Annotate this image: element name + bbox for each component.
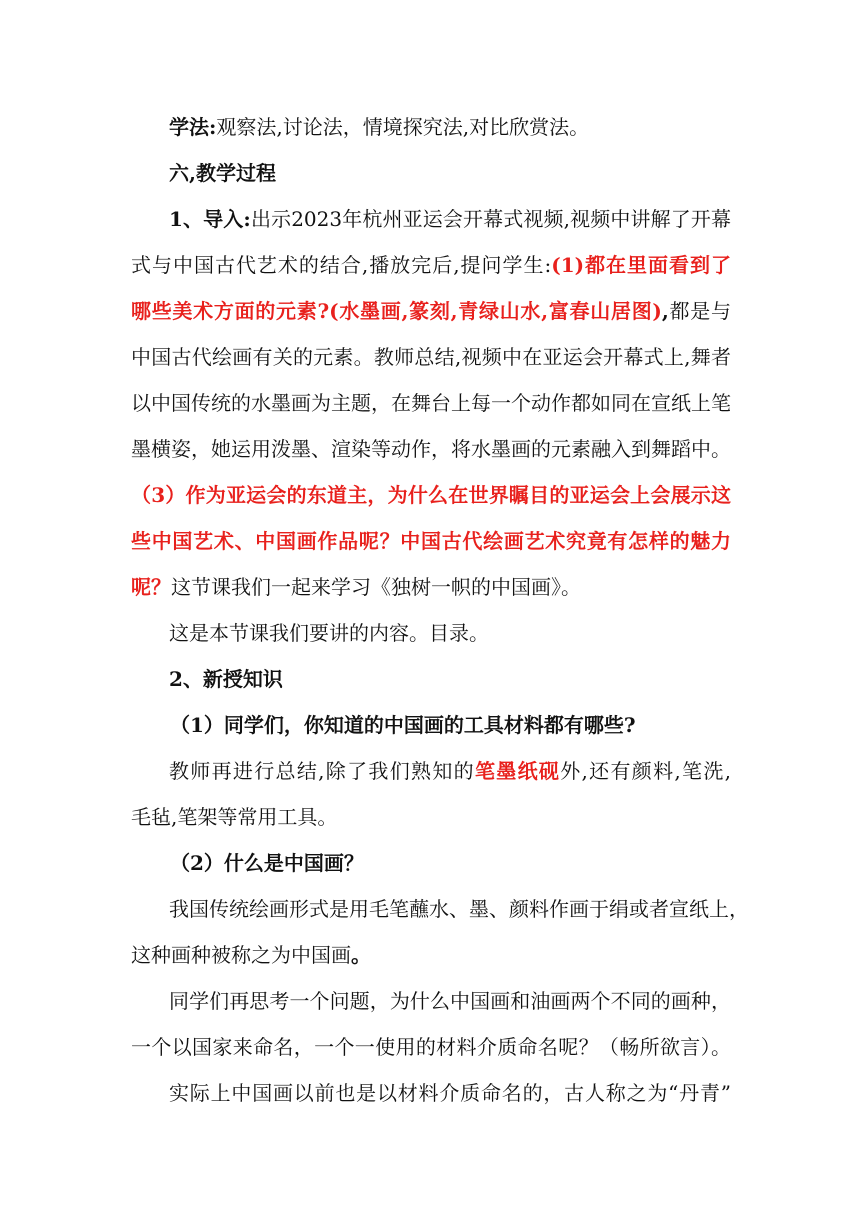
intro-line-9-text: 这节课我们一起来学习《独树一帜的中国画》。	[171, 575, 581, 599]
fact-line-1: 实际上中国画以前也是以材料介质命名的，古人称之为“丹青”	[169, 1081, 731, 1105]
intro-line-1	[169, 205, 731, 233]
intro-question-1-cont: 哪些美术方面的元素?(水墨画,篆刻,青绿山水,富春山居图)	[131, 299, 662, 323]
definition-line-1: 我国传统绘画形式是用毛笔蘸水、墨、颜料作画于绢或者宣纸上，	[169, 897, 749, 921]
intro-line-2-text: 式与中国古代艺术的结合,播放完后,提问学生:	[131, 253, 552, 277]
tools-summary-line-1	[169, 757, 731, 785]
tools-summary-post: 外,还有颜料,笔洗,	[560, 759, 732, 783]
intro-line-3	[131, 297, 731, 325]
intro-question-1: (1)都在里面看到了	[551, 253, 732, 277]
definition-line-2-period: 。	[351, 943, 371, 967]
intro-line-9	[131, 573, 581, 601]
tools-summary-pre: 教师再进行总结,除了我们熟知的	[169, 759, 475, 783]
intro-line-1-text: 出示2023年杭州亚运会开幕式视频,视频中讲解了开幕	[250, 207, 731, 231]
definition-line-2-text: 这种画种被称之为中国画	[131, 943, 351, 967]
intro-line-3-comma: ,	[661, 299, 669, 323]
study-methods-label: 学法:	[169, 115, 217, 139]
intro-line-2	[131, 251, 731, 279]
intro-line-4: 中国古代绘画有关的元素。教师总结,视频中在亚运会开幕式上,舞者	[131, 345, 731, 369]
tools-summary-highlight: 笔墨纸砚	[474, 759, 561, 783]
question-tools: （1）同学们，你知道的中国画的工具材料都有哪些?	[170, 713, 636, 737]
question-definition: （2）什么是中国画？	[170, 851, 364, 875]
intro-question-3: （3）作为亚运会的东道主，为什么在世界瞩目的亚运会上会展示这	[131, 483, 731, 507]
think-line-2: 一个以国家来命名，一个一使用的材料介质命名呢？（畅所欲言）。	[131, 1035, 731, 1059]
study-methods-text: 观察法,讨论法，情境探究法,对比欣赏法。	[216, 115, 590, 139]
definition-line-2	[131, 941, 371, 969]
study-methods-paragraph	[169, 113, 589, 141]
intro-line-3-text: 都是与	[668, 299, 731, 323]
tools-summary-line-2: 毛毡,笔架等常用工具。	[131, 805, 338, 829]
intro-question-3-end: 呢？	[131, 575, 171, 599]
section-heading: 六,教学过程	[169, 161, 276, 185]
intro-label: 1、导入:	[169, 207, 251, 231]
intro-line-5: 以中国传统的水墨画为主题，在舞台上每一个动作都如同在宣纸上笔	[131, 391, 731, 415]
contents-line: 这是本节课我们要讲的内容。目录。	[169, 621, 489, 645]
new-knowledge-heading: 2、新授知识	[169, 667, 283, 691]
think-line-1: 同学们再思考一个问题，为什么中国画和油画两个不同的画种，	[169, 989, 731, 1013]
intro-question-3-cont: 些中国艺术、中国画作品呢？中国古代绘画艺术究竟有怎样的魅力	[131, 529, 731, 553]
intro-line-6: 墨横姿，她运用泼墨、渲染等动作，将水墨画的元素融入到舞蹈中。	[131, 437, 731, 461]
